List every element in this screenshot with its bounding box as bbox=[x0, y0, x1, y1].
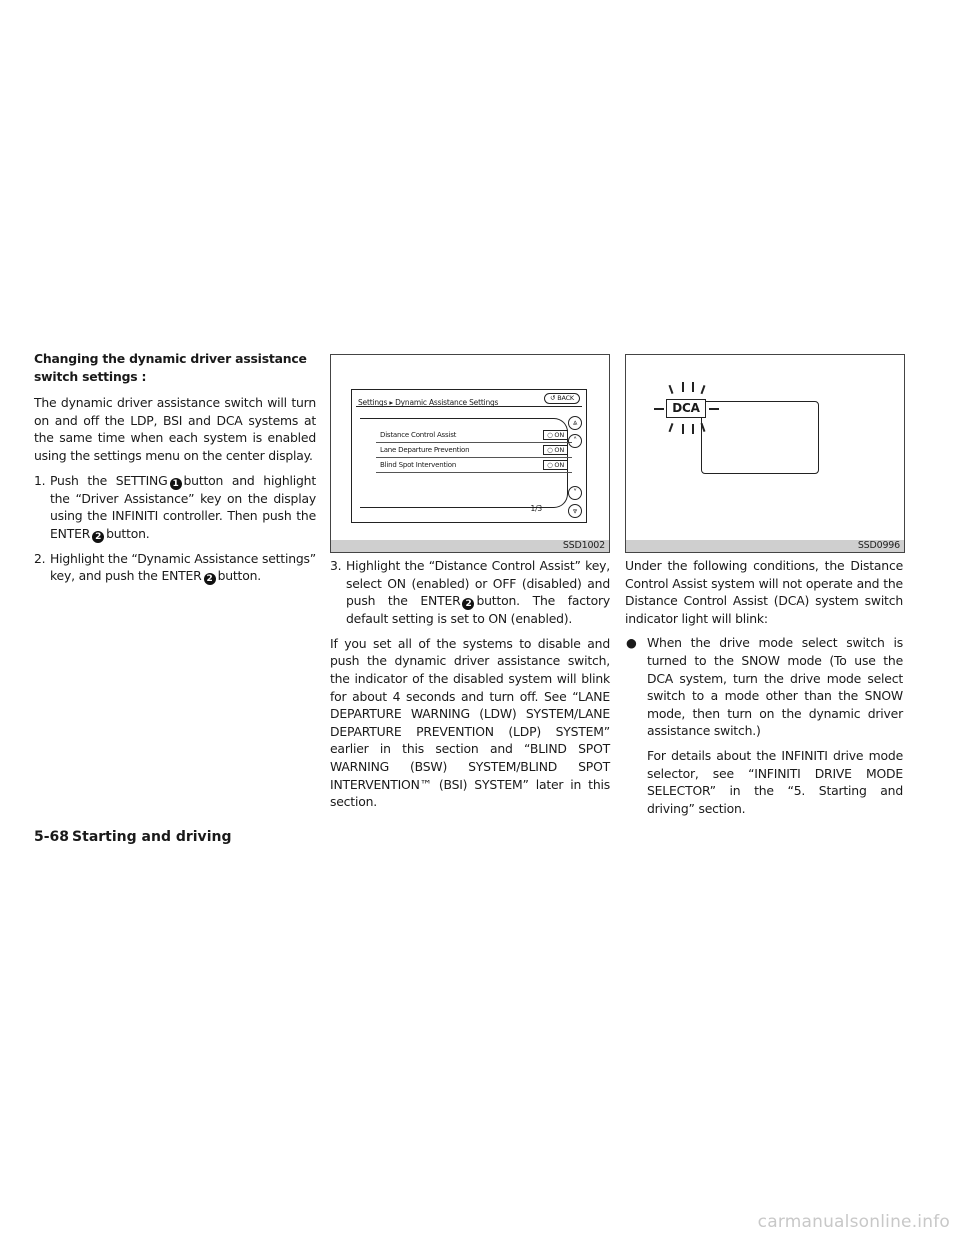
scroll-down-icon: ˅ bbox=[568, 486, 582, 500]
scroll-top-icon: ⩓ bbox=[568, 416, 582, 430]
right-column bbox=[625, 354, 903, 817]
menu-row-distance-control bbox=[376, 428, 572, 443]
screen-title: Settings ▸ Dynamic Assistance Settings bbox=[358, 398, 499, 407]
menu-row-blind-spot bbox=[376, 458, 572, 473]
on-indicator: ○ ON bbox=[543, 430, 568, 440]
bullet-icon: ● bbox=[626, 635, 637, 651]
note-paragraph: For details about the INFINITI drive mode selector, see “INFINITI DRIVE MODE SELECTOR” in the “5. Starting and driving” section. bbox=[647, 747, 903, 816]
left-column bbox=[34, 342, 316, 592]
step-text: button. The factory default setting is set to ON (enabled). bbox=[346, 593, 610, 627]
dca-indicator-icon: DCA bbox=[666, 399, 706, 418]
step-text: Push the SETTING bbox=[50, 472, 168, 488]
step-text: button and highlight the “Driver Assistance” key on the display using the INFINITI controller. Then push the ENTER bbox=[50, 472, 316, 541]
callout-1-icon: 1 bbox=[170, 478, 182, 490]
conditions-paragraph: Under the following conditions, the Distance Control Assist system will not operate and the Distance Control Assist (DCA) system switch indicator light will blink: bbox=[625, 558, 903, 626]
blink-ray bbox=[709, 408, 719, 410]
blink-ray bbox=[692, 382, 694, 392]
back-button: ↺ BACK bbox=[544, 393, 580, 404]
callout-2-icon: 2 bbox=[462, 598, 474, 610]
callout-2-icon: 2 bbox=[204, 573, 216, 585]
display-screen bbox=[351, 389, 587, 523]
blink-ray bbox=[692, 424, 694, 434]
bullet-item bbox=[625, 634, 903, 740]
blink-ray bbox=[669, 423, 673, 432]
middle-column bbox=[330, 354, 610, 818]
menu-row-label: Blind Spot Intervention bbox=[380, 461, 457, 469]
page-indicator: 1/3 bbox=[530, 504, 542, 514]
dca-indicator-figure bbox=[625, 354, 905, 553]
step-text: button. bbox=[217, 568, 261, 584]
on-indicator: ○ ON bbox=[543, 460, 568, 470]
blink-ray bbox=[682, 424, 684, 434]
menu-row-label: Lane Departure Prevention bbox=[380, 446, 470, 454]
menu-row-lane-departure bbox=[376, 443, 572, 458]
divider bbox=[356, 406, 582, 407]
bullet-text: When the drive mode select switch is turned to the SNOW mode (To use the DCA system, turn the drive mode select switch to a mode other than the SNOW mode, then turn on the dynamic driver assistance switch.) bbox=[647, 635, 903, 739]
figure-label: SSD0996 bbox=[857, 540, 900, 551]
step-text: button. bbox=[106, 525, 150, 541]
menu-row-label: Distance Control Assist bbox=[380, 431, 457, 439]
on-indicator: ○ ON bbox=[543, 445, 568, 455]
meter-display bbox=[701, 401, 819, 474]
step-text: Highlight the “Distance Control Assist” key, select ON (enabled) or OFF (disabled) and push the ENTER bbox=[346, 558, 610, 609]
figure-label: SSD1002 bbox=[562, 540, 605, 551]
section-heading: Changing the dynamic driver assistance switch settings : bbox=[34, 351, 307, 384]
step-text: Highlight the “Dynamic Assistance settings” key, and push the ENTER bbox=[50, 550, 316, 584]
step-number: 1. bbox=[34, 472, 46, 488]
step-number: 2. bbox=[34, 550, 46, 566]
watermark: carmanualsonline.info bbox=[757, 1212, 950, 1232]
blink-ray bbox=[654, 408, 664, 410]
blink-ray bbox=[669, 385, 673, 394]
settings-screen-figure bbox=[330, 354, 610, 553]
blink-ray bbox=[682, 382, 684, 392]
on-label: ON bbox=[554, 431, 564, 439]
systems-disable-paragraph: If you set all of the systems to disable and push the dynamic driver assistance switch, the indicator of the disabled system will blink for about 4 seconds and turn off. See “LANE DEPARTURE WARNING (LDW) SYSTEM/LANE DEPARTURE PREVENTION (LDP) SYSTEM” earlier in this section and “BLIND SPOT WARNING (BSW) SYSTEM/BLIND SPOT INTERVENTION™ (BSI) SYSTEM” later in this section. bbox=[330, 635, 610, 810]
blink-ray bbox=[701, 385, 705, 394]
step-1 bbox=[34, 472, 316, 543]
step-3 bbox=[330, 557, 610, 628]
on-label: ON bbox=[554, 461, 564, 469]
intro-paragraph: The dynamic driver assistance switch will turn on and off the LDP, BSI and DCA systems at the same time when each system is enabled using the settings menu on the center display. bbox=[34, 395, 316, 463]
back-label: BACK bbox=[557, 394, 574, 402]
page-number: 5-68 bbox=[34, 829, 70, 845]
on-label: ON bbox=[554, 446, 564, 454]
step-number: 3. bbox=[330, 558, 342, 573]
page-footer bbox=[34, 828, 231, 846]
step-2 bbox=[34, 550, 316, 586]
scroll-up-icon: ˄ bbox=[568, 434, 582, 448]
scroll-bottom-icon: ⩔ bbox=[568, 504, 582, 518]
callout-2-icon: 2 bbox=[92, 531, 104, 543]
section-title: Starting and driving bbox=[72, 829, 232, 845]
